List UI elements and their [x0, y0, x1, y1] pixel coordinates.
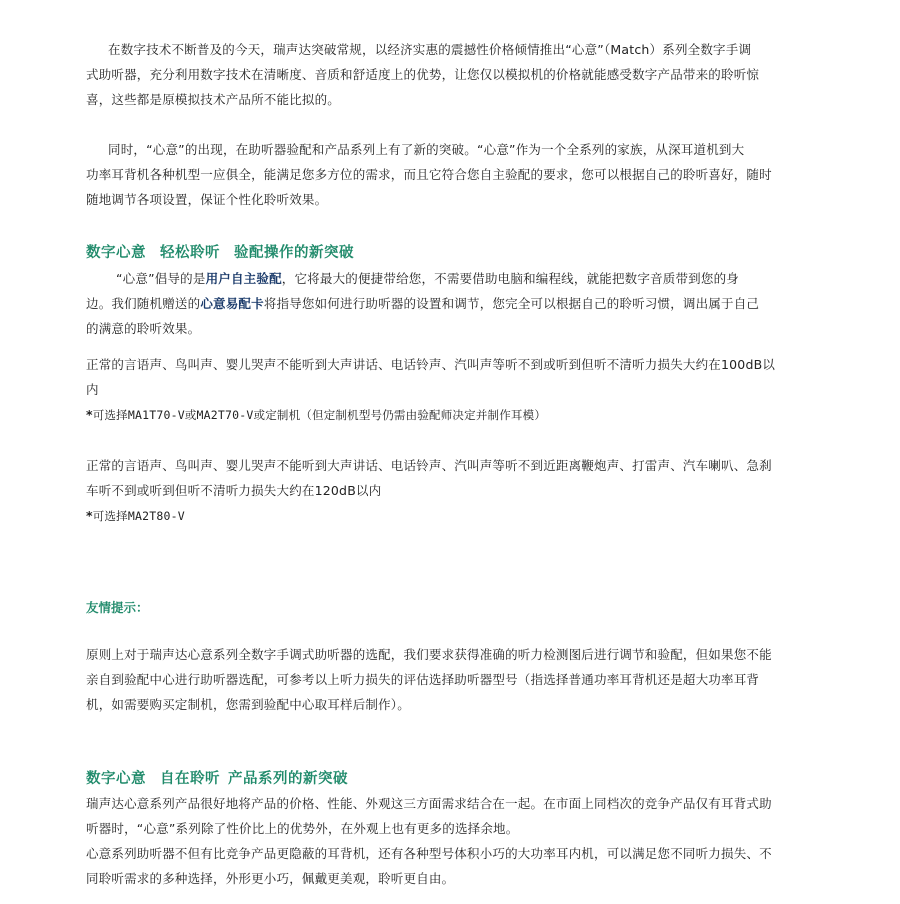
text-line: 正常的言语声、鸟叫声、婴儿哭声不能听到大声讲话、电话铃声、汽叫声等听不到近距离鞭炮声、打雷声、汽车喇叭、急刹 — [86, 458, 772, 473]
option-line — [86, 503, 796, 529]
text-span: ，它将最大的便捷带给您，不需要借助电脑和编程线，就能把数字音质带到您的身 — [281, 271, 739, 286]
heading-part: 自在聆听 — [160, 771, 220, 787]
tips-title: 友情提示： — [86, 600, 149, 615]
heading-part: 轻松聆听 — [160, 245, 220, 261]
intro-paragraph-1 — [86, 37, 796, 112]
heading-part: 数字心意 — [86, 245, 146, 261]
heading-part: 验配操作的新突破 — [234, 245, 354, 261]
text-line: 车听不到或听到但听不清听力损失大约在120dB以内 — [86, 483, 382, 498]
text-line: 同时，“心意”的出现，在助听器验配和产品系列上有了新的突破。“心意”作为一个全系列的家族，从深耳道机到大 — [108, 142, 745, 157]
tips-paragraph — [86, 642, 796, 717]
emphasis-text: 用户自主验配 — [205, 271, 282, 286]
text-span: 边。我们随机赠送的 — [86, 296, 201, 311]
text-line: 功率耳背机各种机型一应俱全，能满足您多方位的需求，而且它符合您自主验配的要求，您可以根据自己的聆听喜好，随时 — [86, 167, 772, 182]
option-line — [86, 402, 796, 428]
text-line: 内 — [86, 382, 99, 397]
star-bullet: * — [86, 508, 93, 523]
text-line: 在数字技术不断普及的今天，瑞声达突破常规，以经济实惠的震撼性价格倾情推出“心意”（Match）系列全数字手调 — [108, 42, 752, 57]
text-span: 将指导您如何进行助听器的设置和调节，您完全可以根据自己的聆听习惯，调出属于自己 — [263, 296, 760, 311]
section2-paragraph — [86, 791, 796, 891]
text-line: 正常的言语声、鸟叫声、婴儿哭声不能听到大声讲话、电话铃声、汽叫声等听不到或听到但听不清听力损失大约在100dB以 — [86, 357, 776, 372]
text-line: 随地调节各项设置，保证个性化聆听效果。 — [86, 192, 328, 207]
text-span: “心意”倡导的是 — [116, 271, 206, 286]
text-line: 喜，这些都是原模拟技术产品所不能比拟的。 — [86, 92, 341, 107]
emphasis-text: 心意易配卡 — [200, 296, 264, 311]
hearing-case-2 — [86, 453, 796, 529]
hearing-case-1 — [86, 352, 796, 428]
option-text: 可选择MA2T80-V — [92, 509, 185, 523]
section1-paragraph — [86, 266, 796, 341]
text-line: 心意系列助听器不但有比竞争产品更隐蔽的耳背机，还有各种型号体积小巧的大功率耳内机，可以满足您不同听力损失、不 — [86, 846, 772, 861]
section-heading-2 — [86, 767, 796, 791]
text-line: 原则上对于瑞声达心意系列全数字手调式助听器的选配，我们要求获得准确的听力检测图后进行调节和验配，但如果您不能 — [86, 647, 772, 662]
text-line: 瑞声达心意系列产品很好地将产品的价格、性能、外观这三方面需求结合在一起。在市面上同档次的竞争产品仅有耳背式助 — [86, 796, 772, 811]
text-line: 同聆听需求的多种选择，外形更小巧，佩戴更美观，聆听更自由。 — [86, 871, 455, 886]
text-line: 式助听器，充分利用数字技术在清晰度、音质和舒适度上的优势，让您仅以模拟机的价格就能感受数字产品带来的聆听惊 — [86, 67, 760, 82]
text-line — [86, 291, 796, 316]
section-heading-1 — [86, 241, 796, 265]
text-line: 听器时，“心意”系列除了性价比上的优势外，在外观上也有更多的选择余地。 — [86, 821, 519, 836]
heading-part: 数字心意 — [86, 771, 146, 787]
text-line — [86, 266, 796, 291]
option-text: 可选择MA1T70-V或MA2T70-V或定制机（但定制机型号仍需由验配师决定并制作耳模） — [92, 408, 547, 422]
text-line: 亲自到验配中心进行助听器选配，可参考以上听力损失的评估选择助听器型号（指选择普通功率耳背机还是超大功率耳背 — [86, 672, 760, 687]
heading-part: 产品系列的新突破 — [228, 771, 348, 787]
text-line: 的满意的聆听效果。 — [86, 321, 201, 336]
star-bullet: * — [86, 407, 93, 422]
text-line: 机，如需要购买定制机，您需到验配中心取耳样后制作）。 — [86, 697, 410, 712]
intro-paragraph-2 — [86, 137, 796, 212]
